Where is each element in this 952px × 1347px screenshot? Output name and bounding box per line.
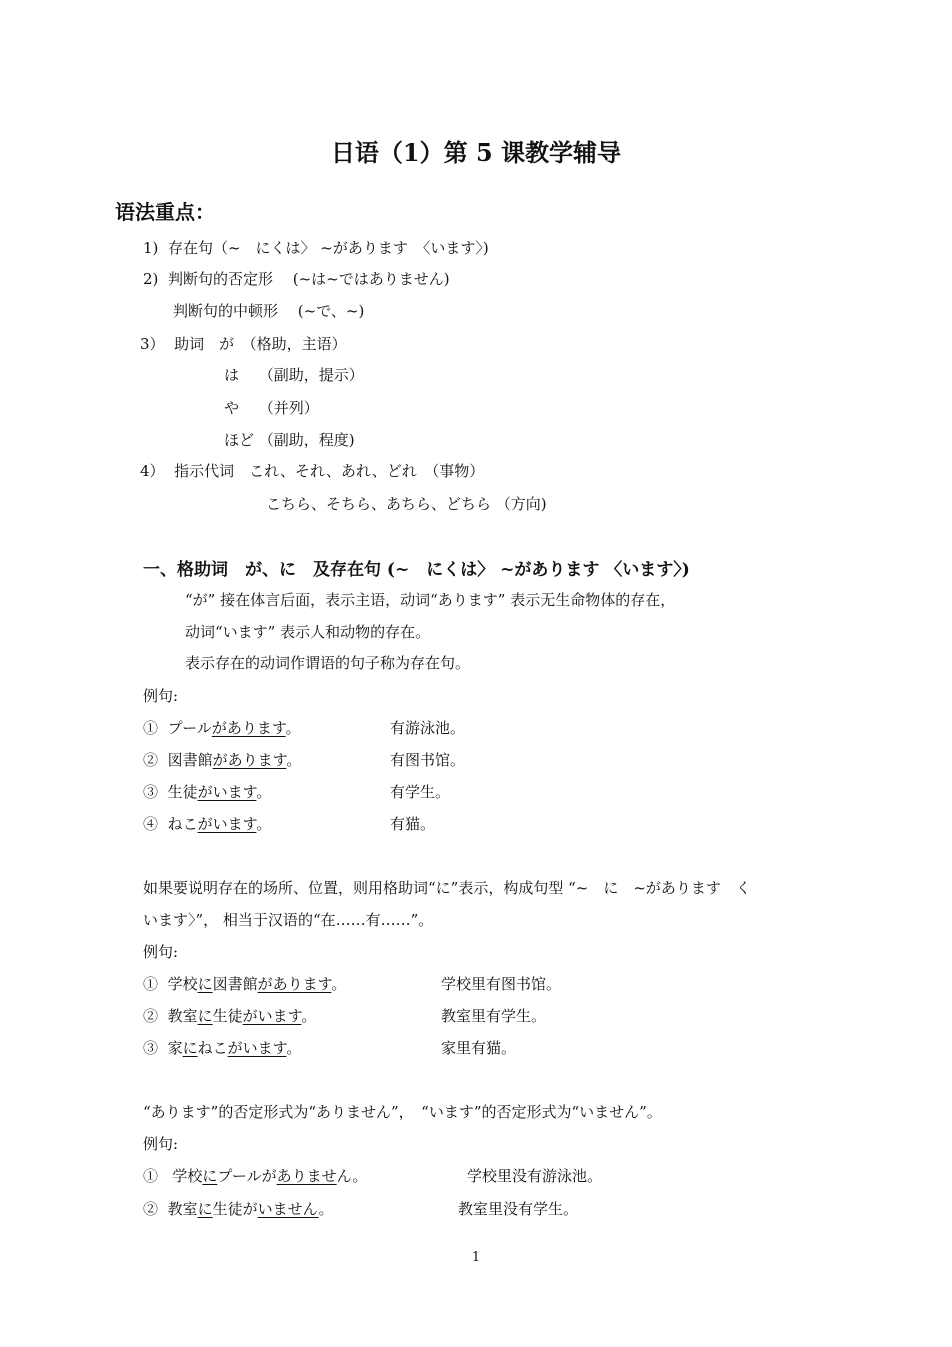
- grammar-heading: 语法重点：: [115, 200, 215, 224]
- example-translation: 学校里有图书馆。: [441, 975, 562, 993]
- paragraph: “あります”的否定形式为“ありません”， “います”的否定形式为“いません”。: [143, 1103, 662, 1121]
- example-translation: 有猫。: [390, 815, 436, 833]
- grammar-point: や （并列）: [224, 399, 319, 417]
- section-heading: 一、格助词 が、に 及存在句 (~ にくは〉 ~があります 〈います〉): [143, 560, 690, 580]
- example-label: 例句:: [143, 1135, 179, 1153]
- paragraph: 动词“います” 表示人和动物的存在。: [185, 623, 431, 641]
- paragraph: “が” 接在体言后面，表示主语，动词“あります” 表示无生命物体的存在，: [185, 591, 676, 609]
- page-title: 日语（1）第 5 课教学辅导: [330, 138, 622, 167]
- page-number: 1: [471, 1250, 481, 1265]
- grammar-point: 3） 助词 が （格助，主语）: [140, 335, 347, 353]
- grammar-point: は （副助，提示）: [224, 366, 364, 384]
- grammar-point: 4） 指示代词 これ、それ、あれ、どれ （事物）: [140, 462, 485, 480]
- example-sentence: ① 学校に図書館があります。: [143, 975, 347, 993]
- example-translation: 有学生。: [390, 783, 451, 801]
- grammar-point: 1) 存在句（~ にくは〉 ~があります 〈います〉): [143, 239, 489, 257]
- example-translation: 有游泳池。: [390, 719, 466, 737]
- example-sentence: ② 教室に生徒がいません。: [143, 1200, 334, 1218]
- example-sentence: ② 教室に生徒がいます。: [143, 1007, 317, 1025]
- grammar-point: こちら、そちら、あちら、どちら （方向): [266, 495, 547, 513]
- example-sentence: ① プールがあります。: [143, 719, 301, 737]
- example-translation: 家里有猫。: [441, 1039, 517, 1057]
- example-translation: 有图书馆。: [390, 751, 466, 769]
- example-translation: 教室里有学生。: [441, 1007, 547, 1025]
- grammar-point: 2) 判断句的否定形 (~は~ではありません): [143, 270, 450, 288]
- paragraph: います〉”， 相当于汉语的“在……有……”。: [143, 911, 434, 929]
- example-label: 例句:: [143, 687, 179, 705]
- grammar-point: ほど （副助，程度): [224, 431, 355, 449]
- paragraph: 表示存在的动词作谓语的句子称为存在句。: [185, 654, 471, 672]
- example-sentence: ② 図書館があります。: [143, 751, 302, 769]
- example-sentence: ③ 生徒がいます。: [143, 783, 272, 801]
- example-sentence: ① 学校にプールがありません。: [143, 1167, 368, 1185]
- example-label: 例句:: [143, 943, 179, 961]
- example-sentence: ③ 家にねこがいます。: [143, 1039, 302, 1057]
- example-translation: 教室里没有学生。: [458, 1200, 579, 1218]
- paragraph: 如果要说明存在的场所、位置，则用格助词“に”表示，构成句型 “~ に ~があります く: [143, 879, 751, 897]
- example-sentence: ④ ねこがいます。: [143, 815, 272, 833]
- grammar-point: 判断句的中顿形 (~で、~): [173, 302, 365, 320]
- example-translation: 学校里没有游泳池。: [467, 1167, 603, 1185]
